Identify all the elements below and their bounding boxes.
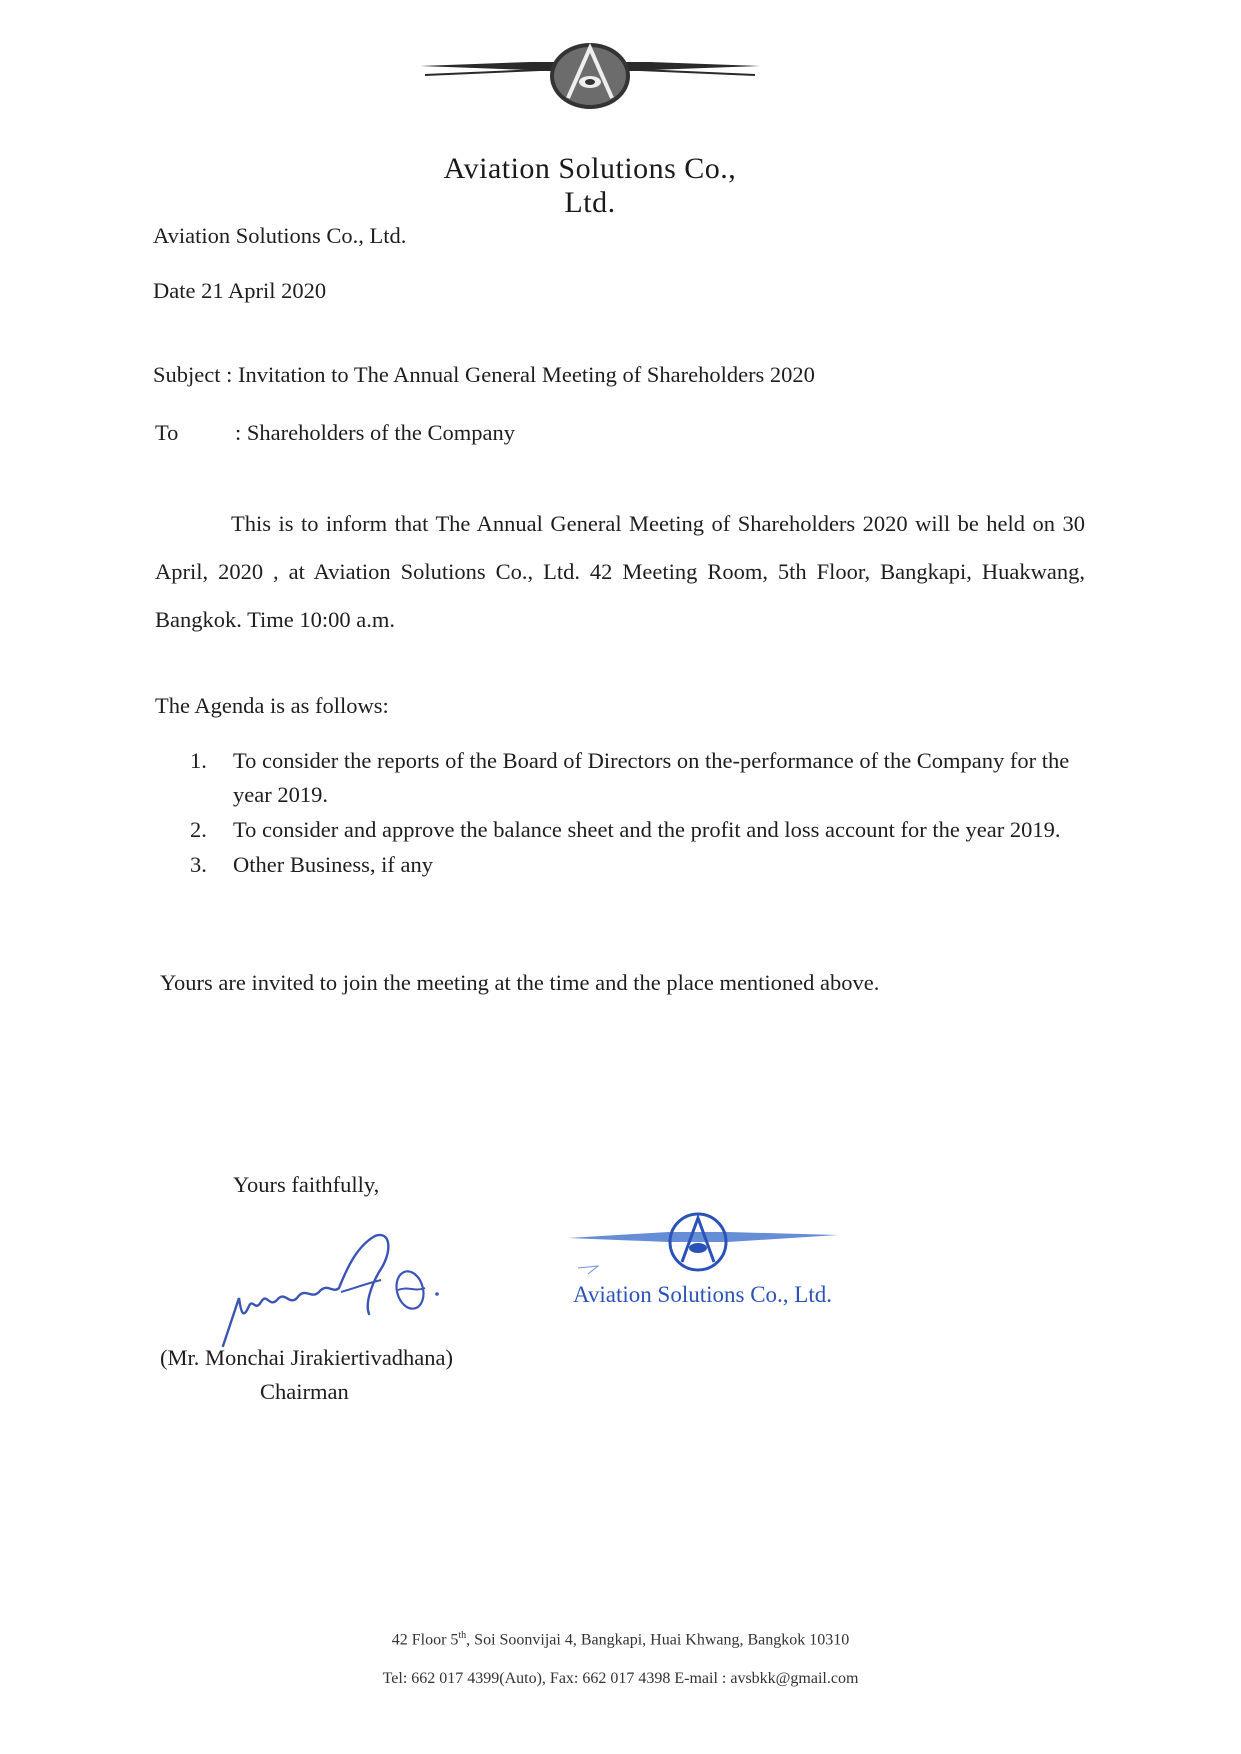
company-name: Aviation Solutions Co., Ltd. xyxy=(153,223,407,248)
agenda-item xyxy=(190,744,1090,812)
handwritten-signature-icon xyxy=(215,1228,485,1358)
letter-date: Date 21 April 2020 xyxy=(153,278,327,303)
stamp-text: Aviation Solutions Co., Ltd. xyxy=(573,1282,832,1307)
signer-name: (Mr. Monchai Jirakiertivadhana) xyxy=(160,1345,454,1370)
agenda-item xyxy=(190,848,1090,882)
footer-address-sup: th xyxy=(458,1630,467,1641)
footer-address-start: 42 Floor 5 xyxy=(391,1631,459,1649)
agenda-item xyxy=(190,813,1090,847)
agenda-number: 1. xyxy=(190,748,207,773)
agenda-number: 2. xyxy=(190,817,207,842)
letter-subject: Subject : Invitation to The Annual General Meeting of Shareholders 2020 xyxy=(153,362,815,387)
logo-text: Aviation Solutions Co., Ltd. xyxy=(443,152,737,219)
footer-contact: Tel: 662 017 4399(Auto), Fax: 662 017 4398 E-mail : avsbkk@gmail.com xyxy=(382,1670,859,1687)
footer-address-end: , Soi Soonvijai 4, Bangkapi, Huai Khwang, Bangkok 10310 xyxy=(466,1631,850,1649)
agenda-text: To consider the reports of the Board of Directors on the-performance of the Company for the year 2019. xyxy=(233,748,1070,807)
wing-emblem-icon xyxy=(420,40,760,150)
body-paragraph: This is to inform that The Annual General Meeting of Shareholders 2020 will be held on 30 April, 2020 , at Aviation Solutions Co., Ltd. 42 Meeting Room, 5th Floor, Bangkapi, Huakwang, Bangkok. Time 10:00 a.m. xyxy=(155,511,1085,632)
agenda-number: 3. xyxy=(190,852,207,877)
company-stamp xyxy=(558,1208,858,1318)
agenda-list xyxy=(190,744,1090,883)
agenda-text: Other Business, if any xyxy=(233,852,433,877)
wing-emblem-icon xyxy=(558,1208,858,1288)
company-logo xyxy=(420,40,760,219)
agenda-text: To consider and approve the balance sheet and the profit and loss account for the year 2019. xyxy=(233,817,1061,842)
invitation-line: Yours are invited to join the meeting at the time and the place mentioned above. xyxy=(160,970,880,995)
recipient-value: : Shareholders of the Company xyxy=(235,420,515,445)
closing-line: Yours faithfully, xyxy=(233,1172,380,1197)
footer-address xyxy=(0,1630,1241,1649)
signer-title: Chairman xyxy=(260,1379,349,1404)
recipient-label: To xyxy=(155,420,179,445)
agenda-intro: The Agenda is as follows: xyxy=(155,693,389,718)
